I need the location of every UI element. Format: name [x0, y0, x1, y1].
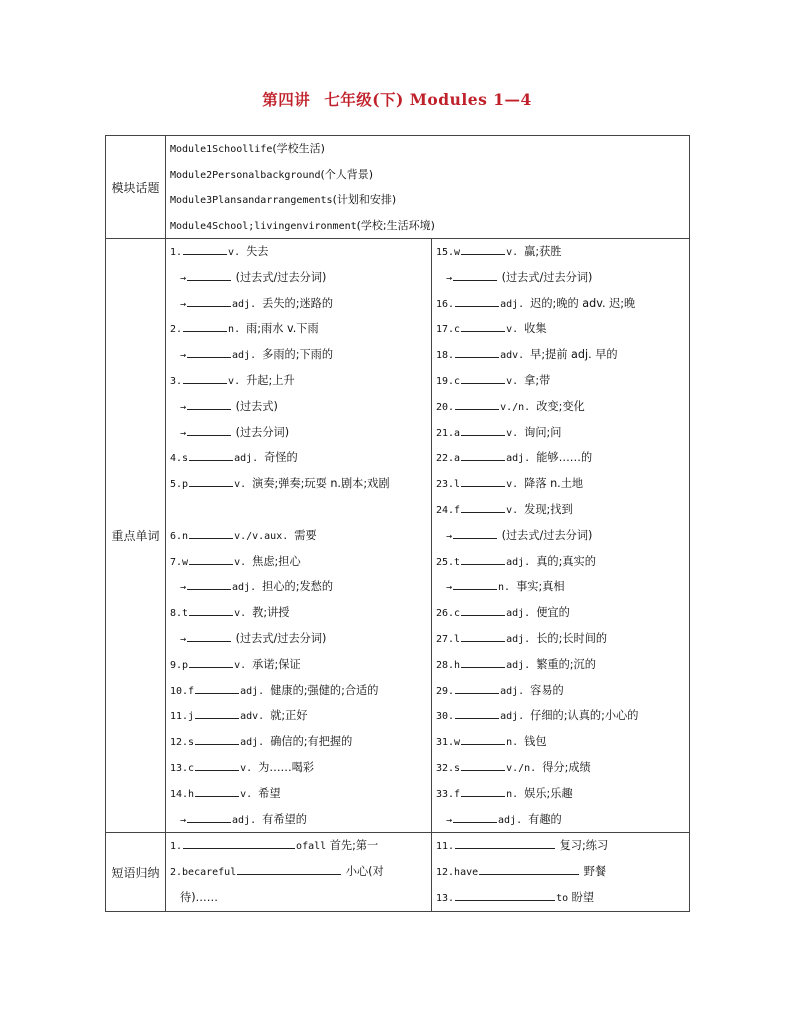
answer-blank[interactable]: [461, 756, 505, 771]
arrow-icon: →: [180, 298, 187, 310]
word-item: [432, 316, 689, 342]
word-item: [432, 445, 689, 471]
part-of-speech: adj.: [500, 298, 531, 310]
arrow-icon: →: [180, 427, 187, 439]
word-item: [432, 239, 689, 265]
phrase-number: 13.: [436, 892, 455, 904]
part-of-speech: n.: [506, 788, 525, 800]
answer-blank[interactable]: [461, 317, 505, 332]
word-meaning: 升起;上升: [246, 373, 295, 387]
part-of-speech: v.: [234, 659, 253, 671]
word-number: 9.p: [170, 659, 189, 671]
word-number: 4.s: [170, 453, 189, 465]
answer-blank[interactable]: [189, 653, 233, 668]
word-meaning: 多雨的;下雨的: [262, 348, 334, 362]
words-left-column: [166, 239, 432, 833]
part-of-speech: adj.: [500, 711, 531, 723]
word-meaning: 希望: [258, 786, 281, 800]
answer-blank[interactable]: [189, 601, 233, 616]
part-of-speech: v.: [228, 247, 247, 258]
word-number: 24.f: [436, 504, 461, 516]
answer-blank[interactable]: [453, 524, 497, 539]
word-item: [166, 574, 431, 600]
word-item: [432, 471, 689, 497]
word-number: 15.w: [436, 247, 461, 258]
phrase-item: [432, 859, 689, 885]
word-meaning: 询问;问: [524, 425, 562, 439]
answer-blank[interactable]: [461, 653, 505, 668]
phrase-meaning: 盼望: [568, 890, 595, 904]
part-of-speech: v.: [506, 247, 525, 258]
word-item: [432, 574, 689, 600]
answer-blank[interactable]: [189, 472, 233, 487]
word-meaning: 仔细的;认真的;小心的: [530, 709, 639, 723]
answer-blank[interactable]: [461, 446, 505, 461]
answer-blank[interactable]: [187, 575, 231, 590]
word-meaning: 奇怪的: [264, 451, 298, 465]
word-meaning: 有趣的: [528, 812, 562, 826]
phrase-continuation: 待)……: [180, 890, 218, 904]
word-meaning: 早;提前 adj. 早的: [530, 348, 618, 362]
part-of-speech: v.: [506, 479, 525, 491]
word-meaning: 为……喝彩: [258, 760, 315, 774]
answer-blank[interactable]: [183, 369, 227, 384]
word-item: [166, 394, 431, 420]
word-meaning: 容易的: [530, 683, 564, 697]
word-item: [432, 652, 689, 678]
part-of-speech: adj.: [506, 453, 537, 465]
answer-blank[interactable]: [195, 782, 239, 797]
word-meaning: 钱包: [524, 735, 547, 749]
word-number: 18.: [436, 350, 455, 362]
answer-blank[interactable]: [187, 421, 231, 436]
answer-blank[interactable]: [187, 343, 231, 358]
word-number: 29.: [436, 685, 455, 697]
word-number: 30.: [436, 711, 455, 723]
word-item: [432, 703, 689, 729]
word-meaning: 收集: [524, 322, 547, 336]
topic-item: Module4School;livingenvironment(学校;生活环境): [170, 218, 435, 232]
word-item: [166, 626, 431, 652]
word-number: 7.w: [170, 556, 189, 568]
arrow-icon: →: [180, 350, 187, 362]
answer-blank[interactable]: [455, 834, 555, 849]
part-of-speech: v.: [240, 762, 259, 774]
part-of-speech: adj.: [506, 659, 537, 671]
arrow-icon: →: [446, 582, 453, 594]
answer-blank[interactable]: [189, 524, 233, 539]
answer-blank[interactable]: [195, 704, 239, 719]
part-of-speech: adj.: [506, 608, 537, 620]
word-number: 2.: [170, 324, 183, 336]
part-of-speech: adj.: [240, 737, 271, 749]
page-title: [0, 88, 794, 110]
phrase-item: [432, 885, 689, 911]
word-item: [432, 368, 689, 394]
phrase-item: [432, 833, 689, 859]
word-item: [166, 807, 431, 833]
arrow-icon: →: [180, 814, 187, 826]
word-item: [432, 265, 689, 291]
answer-blank[interactable]: [187, 395, 231, 410]
answer-blank[interactable]: [461, 550, 505, 565]
word-meaning: 承诺;保证: [252, 657, 301, 671]
topic-item: Module2Personalbackground(个人背景): [170, 167, 374, 181]
answer-blank[interactable]: [183, 240, 227, 255]
part-of-speech: v./n.: [506, 762, 543, 774]
word-number: 16.: [436, 298, 455, 310]
word-item: [432, 497, 689, 523]
part-of-speech: v.: [234, 479, 253, 491]
word-meaning: 雨;雨水 v.下雨: [246, 322, 319, 336]
word-meaning: 迟的;晚的 adv. 迟;晚: [530, 296, 636, 310]
word-meaning: (过去式/过去分词): [232, 270, 327, 284]
word-item: [432, 807, 689, 833]
word-item: [166, 239, 431, 265]
part-of-speech: v.: [506, 375, 525, 387]
word-number: 10.f: [170, 685, 195, 697]
word-item: [432, 394, 689, 420]
arrow-icon: →: [180, 272, 187, 284]
answer-blank[interactable]: [183, 834, 295, 849]
phrase-number: 2.becareful: [170, 867, 237, 879]
spacer: [166, 497, 431, 523]
word-number: 3.: [170, 375, 183, 387]
word-number: 33.f: [436, 788, 461, 800]
word-item: [166, 291, 431, 317]
word-item: [432, 729, 689, 755]
phrase-part: ofall: [296, 841, 327, 853]
word-item: [166, 342, 431, 368]
answer-blank[interactable]: [455, 704, 499, 719]
answer-blank[interactable]: [461, 421, 505, 436]
answer-blank[interactable]: [461, 498, 505, 513]
phrase-number: 1.: [170, 841, 183, 853]
part-of-speech: adj.: [498, 814, 529, 826]
arrow-icon: →: [180, 401, 187, 413]
word-item: [166, 445, 431, 471]
answer-blank[interactable]: [453, 575, 497, 590]
word-item: [166, 600, 431, 626]
word-number: 20.: [436, 401, 455, 413]
answer-blank[interactable]: [461, 472, 505, 487]
phrase-meaning: 首先;第一: [326, 839, 379, 853]
phrase-item: [166, 833, 431, 859]
word-meaning: 有希望的: [262, 812, 307, 826]
word-meaning: 赢;获胜: [524, 245, 562, 258]
word-number: 21.a: [436, 427, 461, 439]
arrow-icon: →: [446, 814, 453, 826]
word-item: [432, 626, 689, 652]
answer-blank[interactable]: [461, 240, 505, 255]
word-item: [432, 781, 689, 807]
word-meaning: 健康的;强健的;合适的: [270, 683, 379, 697]
answer-blank[interactable]: [189, 446, 233, 461]
word-number: 17.c: [436, 324, 461, 336]
word-item: [166, 471, 431, 497]
topic-item: Module1Schoollife(学校生活): [170, 142, 325, 155]
words-right-column: [432, 239, 690, 833]
answer-blank[interactable]: [461, 782, 505, 797]
part-of-speech: v.: [234, 608, 253, 620]
answer-blank[interactable]: [461, 627, 505, 642]
word-number: 28.h: [436, 659, 461, 671]
part-of-speech: v.: [234, 556, 253, 568]
phrases-label: 短语归纳: [106, 833, 166, 911]
word-meaning: 就;正好: [270, 709, 308, 723]
word-item: [432, 755, 689, 781]
word-number: 19.c: [436, 375, 461, 387]
word-meaning: 失去: [246, 245, 269, 258]
word-item: [166, 420, 431, 446]
answer-blank[interactable]: [453, 266, 497, 281]
phrase-part: to: [556, 892, 569, 904]
topic-item: Module3Plansandarrangements(计划和安排): [170, 193, 397, 206]
phrase-meaning: 野餐: [580, 865, 607, 879]
part-of-speech: v./v.aux.: [234, 530, 295, 542]
word-meaning: 演奏;弹奏;玩耍 n.剧本;戏剧: [252, 477, 390, 491]
word-meaning: (过去式/过去分词): [232, 631, 327, 645]
answer-blank[interactable]: [195, 730, 239, 745]
topics-row: [106, 136, 690, 239]
word-number: 5.p: [170, 479, 189, 491]
word-item: [166, 368, 431, 394]
word-item: [166, 265, 431, 291]
word-item: [432, 549, 689, 575]
word-item: [166, 678, 431, 704]
part-of-speech: n.: [498, 582, 517, 594]
word-meaning: 需要: [294, 528, 317, 542]
phrase-meaning: 小心(对: [342, 865, 384, 879]
answer-blank[interactable]: [455, 292, 499, 307]
answer-blank[interactable]: [455, 395, 499, 410]
word-number: 8.t: [170, 608, 189, 620]
answer-blank[interactable]: [187, 808, 231, 823]
word-item: [166, 316, 431, 342]
answer-blank[interactable]: [195, 756, 239, 771]
word-meaning: 教;讲授: [252, 606, 290, 620]
phrase-number: 12.have: [436, 867, 479, 879]
word-number: 27.l: [436, 633, 461, 645]
part-of-speech: v.: [506, 324, 525, 336]
word-meaning: 焦虑;担心: [252, 554, 301, 568]
word-item: [432, 600, 689, 626]
part-of-speech: v.: [506, 427, 525, 439]
word-item: [432, 342, 689, 368]
part-of-speech: adj.: [232, 350, 263, 362]
phrase-item: [166, 859, 431, 885]
words-row: [106, 239, 690, 833]
word-meaning: 事实;真相: [516, 580, 565, 594]
word-meaning: 降落 n.土地: [524, 477, 584, 491]
part-of-speech: v.: [506, 504, 525, 516]
answer-blank[interactable]: [461, 369, 505, 384]
word-item: [432, 420, 689, 446]
word-number: 23.l: [436, 479, 461, 491]
word-meaning: 繁重的;沉的: [536, 657, 596, 671]
word-meaning: 发现;找到: [524, 502, 573, 516]
answer-blank[interactable]: [455, 679, 499, 694]
part-of-speech: adj.: [232, 814, 263, 826]
word-item: [432, 291, 689, 317]
answer-blank[interactable]: [189, 550, 233, 565]
word-number: 32.s: [436, 762, 461, 774]
arrow-icon: →: [180, 633, 187, 645]
vocab-table: [105, 135, 690, 912]
words-label: 重点单词: [106, 239, 166, 833]
word-meaning: 便宜的: [536, 606, 570, 620]
word-item: [166, 729, 431, 755]
answer-blank[interactable]: [453, 808, 497, 823]
answer-blank[interactable]: [183, 317, 227, 332]
word-number: 14.h: [170, 788, 195, 800]
word-meaning: (过去式): [232, 399, 278, 413]
part-of-speech: adj.: [232, 582, 263, 594]
answer-blank[interactable]: [187, 266, 231, 281]
word-item: [166, 549, 431, 575]
topics-label: 模块话题: [106, 136, 166, 239]
word-number: 12.s: [170, 737, 195, 749]
word-item: [166, 652, 431, 678]
word-number: 1.: [170, 247, 183, 258]
word-number: 31.w: [436, 737, 461, 749]
answer-blank[interactable]: [187, 627, 231, 642]
word-item: [166, 755, 431, 781]
word-item: [432, 523, 689, 549]
answer-blank[interactable]: [461, 730, 505, 745]
word-meaning: (过去式/过去分词): [498, 528, 593, 542]
word-meaning: 娱乐;乐趣: [524, 786, 573, 800]
answer-blank[interactable]: [461, 601, 505, 616]
word-meaning: 长的;长时间的: [536, 631, 608, 645]
phrase-number: 11.: [436, 841, 455, 853]
word-number: 13.c: [170, 762, 195, 774]
part-of-speech: n.: [228, 324, 247, 336]
word-number: 25.t: [436, 556, 461, 568]
answer-blank[interactable]: [455, 343, 499, 358]
answer-blank[interactable]: [195, 679, 239, 694]
word-meaning: 能够……的: [536, 451, 593, 465]
arrow-icon: →: [180, 582, 187, 594]
word-number: 6.n: [170, 530, 189, 542]
word-meaning: 确信的;有把握的: [270, 735, 353, 749]
answer-blank[interactable]: [479, 860, 579, 875]
part-of-speech: v./n.: [500, 401, 537, 413]
part-of-speech: adj.: [506, 633, 537, 645]
answer-blank[interactable]: [455, 886, 555, 901]
word-number: 11.j: [170, 711, 195, 723]
part-of-speech: v.: [240, 788, 259, 800]
part-of-speech: adj.: [500, 685, 531, 697]
part-of-speech: adv.: [240, 711, 271, 723]
part-of-speech: adv.: [500, 350, 531, 362]
topics-cell: [166, 136, 690, 239]
phrases-right-column: [432, 833, 690, 911]
word-meaning: (过去式/过去分词): [498, 270, 593, 284]
part-of-speech: adj.: [240, 685, 271, 697]
word-meaning: 真的;真实的: [536, 554, 596, 568]
word-meaning: 担心的;发愁的: [262, 580, 334, 594]
answer-blank[interactable]: [237, 860, 341, 875]
phrases-row: [106, 833, 690, 911]
word-number: 26.c: [436, 608, 461, 620]
word-number: 22.a: [436, 453, 461, 465]
word-item: [166, 703, 431, 729]
part-of-speech: n.: [506, 737, 525, 749]
arrow-icon: →: [446, 272, 453, 284]
word-meaning: 得分;成绩: [542, 760, 591, 774]
word-meaning: 改变;变化: [536, 399, 585, 413]
word-item: [432, 678, 689, 704]
arrow-icon: →: [446, 530, 453, 542]
word-item: [166, 781, 431, 807]
phrases-left-column: [166, 833, 432, 911]
part-of-speech: adj.: [506, 556, 537, 568]
title-lecture: 第四讲: [262, 90, 311, 109]
answer-blank[interactable]: [187, 292, 231, 307]
word-meaning: (过去分词): [232, 425, 290, 439]
part-of-speech: v.: [228, 375, 247, 387]
part-of-speech: adj.: [234, 453, 265, 465]
word-meaning: 丢失的;迷路的: [262, 296, 334, 310]
phrase-meaning: 复习;练习: [556, 839, 609, 853]
part-of-speech: adj.: [232, 298, 263, 310]
title-unit: 七年级(下) Modules 1—4: [324, 90, 532, 109]
word-item: [166, 523, 431, 549]
word-meaning: 拿;带: [524, 373, 551, 387]
